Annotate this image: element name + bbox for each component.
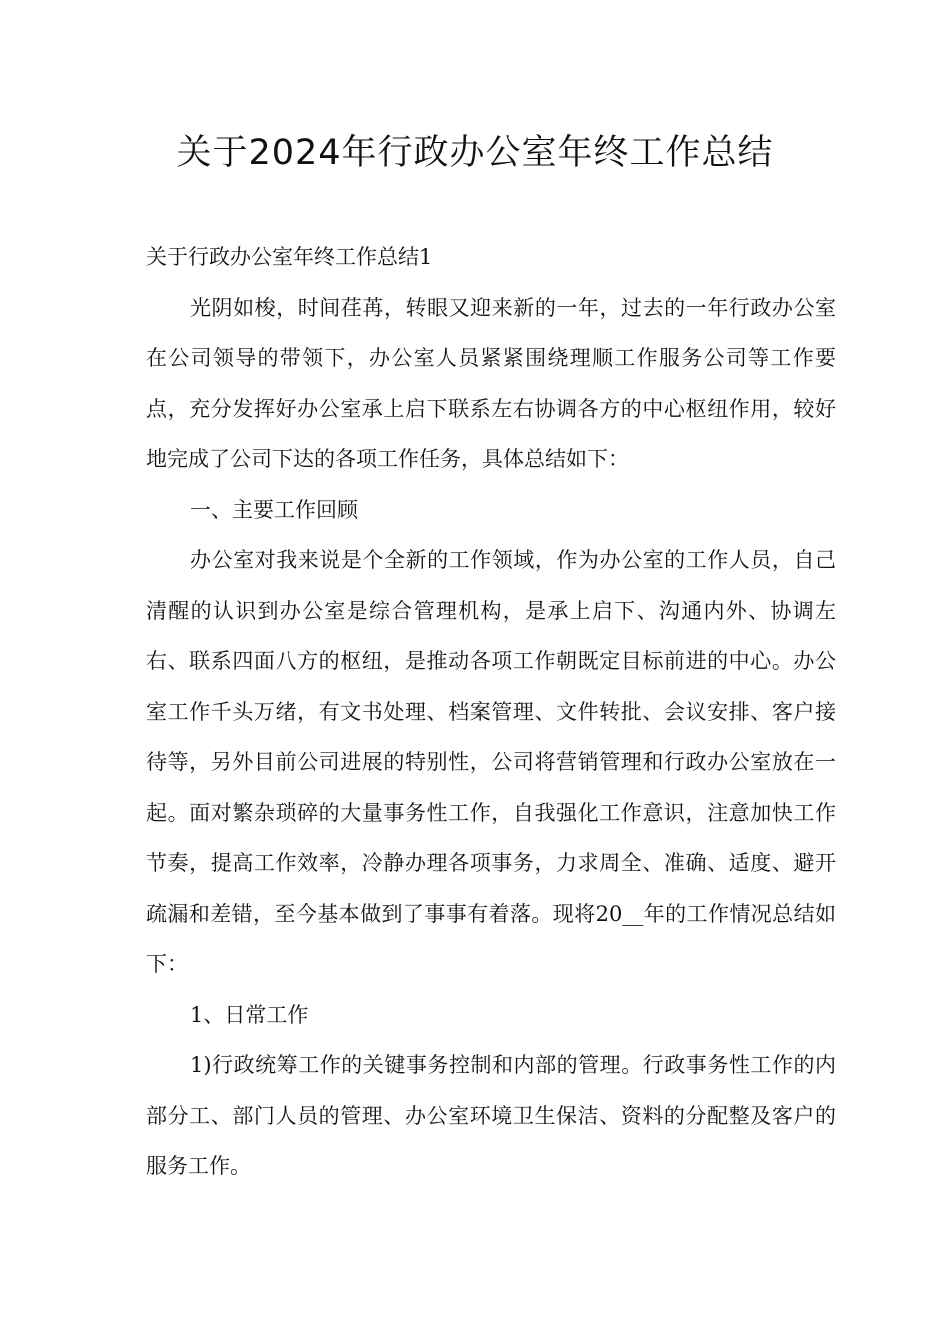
daily-work-item-1: 1)行政统筹工作的关键事务控制和内部的管理。行政事务性工作的内部分工、部门人员的管理、办公室环境卫生保洁、资料的分配整及客户的服务工作。: [146, 1053, 836, 1178]
section-heading-main-review: 一、主要工作回顾: [190, 497, 358, 522]
document-title: 关于2024年行政办公室年终工作总结: [176, 133, 774, 173]
subsection-heading-daily-work: 1、日常工作: [190, 1002, 309, 1027]
review-paragraph: 办公室对我来说是个全新的工作领域，作为办公室的工作人员，自己清醒的认识到办公室是综合管理机构，是承上启下、沟通内外、协调左右、联系四面八方的枢纽，是推动各项工作朝既定目标前进的中心。办公室工作千头万绪，有文书处理、档案管理、文件转批、会议安排、客户接待等，另外目前公司进展的特别性，公司将营销管理和行政办公室放在一起。面对繁杂琐碎的大量事务性工作，自我强化工作意识，注意加快工作节奏，提高工作效率，冷静办理各项事务，力求周全、准确、适度、避开疏漏和差错，至今基本做到了事事有着落。现将20__年的工作情况总结如下：: [146, 548, 836, 976]
document-body: [146, 232, 836, 1192]
intro-paragraph: 光阴如梭，时间荏苒，转眼又迎来新的一年，过去的一年行政办公室在公司领导的带领下，办公室人员紧紧围绕理顺工作服务公司等工作要点，充分发挥好办公室承上启下联系左右协调各方的中心枢纽作用，较好地完成了公司下达的各项工作任务，具体总结如下：: [146, 295, 836, 471]
section-subtitle: 关于行政办公室年终工作总结1: [146, 245, 433, 269]
